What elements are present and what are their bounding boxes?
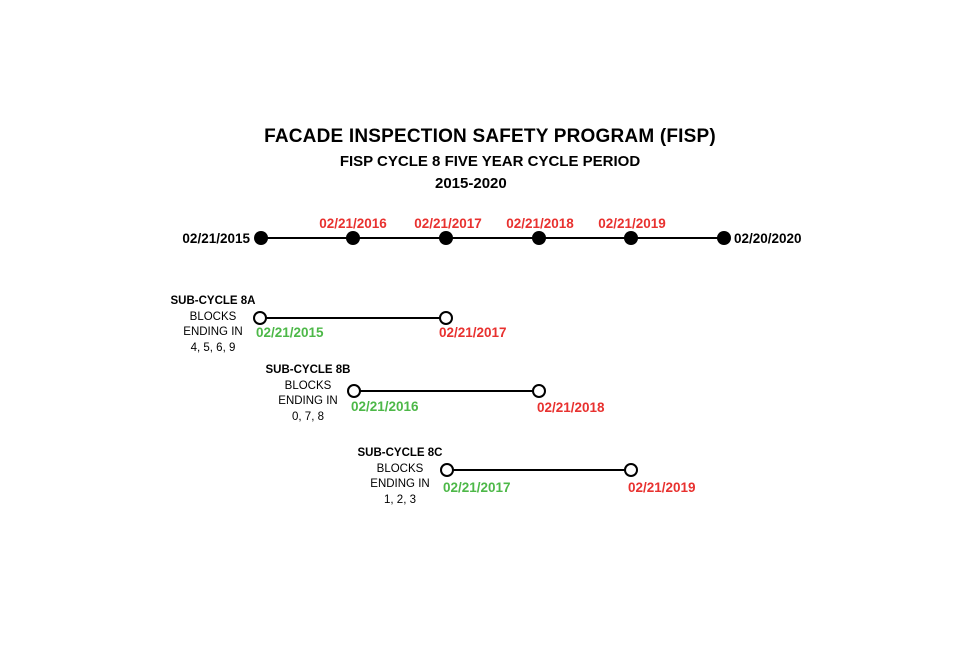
sub-cycle-start-label: 02/21/2016 — [351, 399, 419, 414]
cycle-years: 2015-2020 — [435, 175, 507, 192]
sub-cycle-8c — [358, 447, 696, 506]
sub-cycle-blocks-label: BLOCKS — [376, 463, 424, 475]
sub-cycle-name: SUB-CYCLE 8C — [357, 447, 443, 459]
diagram-subtitle: FISP CYCLE 8 FIVE YEAR CYCLE PERIOD — [339, 153, 641, 170]
sub-cycle-blocks-label: BLOCKS — [284, 380, 332, 392]
main-dot-2018 — [532, 231, 546, 245]
main-dot-2016 — [346, 231, 360, 245]
sub-cycle-ending-label: ENDING IN — [370, 478, 430, 490]
sub-cycle-end-marker — [440, 312, 452, 324]
sub-cycle-blocks-label: BLOCKS — [189, 311, 237, 323]
sub-cycle-start-marker — [254, 312, 266, 324]
main-end-label: 02/20/2020 — [734, 231, 802, 246]
main-start-dot — [254, 231, 268, 245]
main-point-label-2019: 02/21/2019 — [598, 216, 666, 231]
sub-cycle-ending-label: ENDING IN — [183, 326, 243, 338]
sub-cycle-end-marker — [533, 385, 545, 397]
sub-cycle-name: SUB-CYCLE 8B — [265, 364, 351, 376]
main-point-label-2016: 02/21/2016 — [319, 216, 387, 231]
sub-cycle-start-marker — [441, 464, 453, 476]
sub-cycle-8b — [266, 364, 606, 423]
sub-cycle-digits: 1, 2, 3 — [384, 494, 416, 506]
main-end-dot — [717, 231, 731, 245]
main-dot-2017 — [439, 231, 453, 245]
main-start-label: 02/21/2015 — [182, 231, 250, 246]
sub-cycle-digits: 4, 5, 6, 9 — [190, 342, 236, 354]
sub-cycle-ending-label: ENDING IN — [278, 395, 338, 407]
sub-cycle-end-label: 02/21/2018 — [537, 400, 605, 415]
sub-cycle-end-label: 02/21/2019 — [628, 480, 696, 495]
sub-cycle-start-marker — [348, 385, 360, 397]
sub-cycle-end-marker — [625, 464, 637, 476]
sub-cycle-name: SUB-CYCLE 8A — [170, 295, 256, 307]
sub-cycle-end-label: 02/21/2017 — [439, 325, 507, 340]
main-timeline — [182, 216, 801, 246]
sub-cycle-8a — [171, 295, 507, 354]
diagram-title: FACADE INSPECTION SAFETY PROGRAM (FISP) — [264, 126, 716, 147]
sub-cycle-start-label: 02/21/2015 — [256, 325, 324, 340]
main-point-label-2017: 02/21/2017 — [414, 216, 482, 231]
sub-cycle-digits: 0, 7, 8 — [292, 411, 324, 423]
main-point-label-2018: 02/21/2018 — [506, 216, 574, 231]
main-dot-2019 — [624, 231, 638, 245]
sub-cycle-start-label: 02/21/2017 — [443, 480, 511, 495]
